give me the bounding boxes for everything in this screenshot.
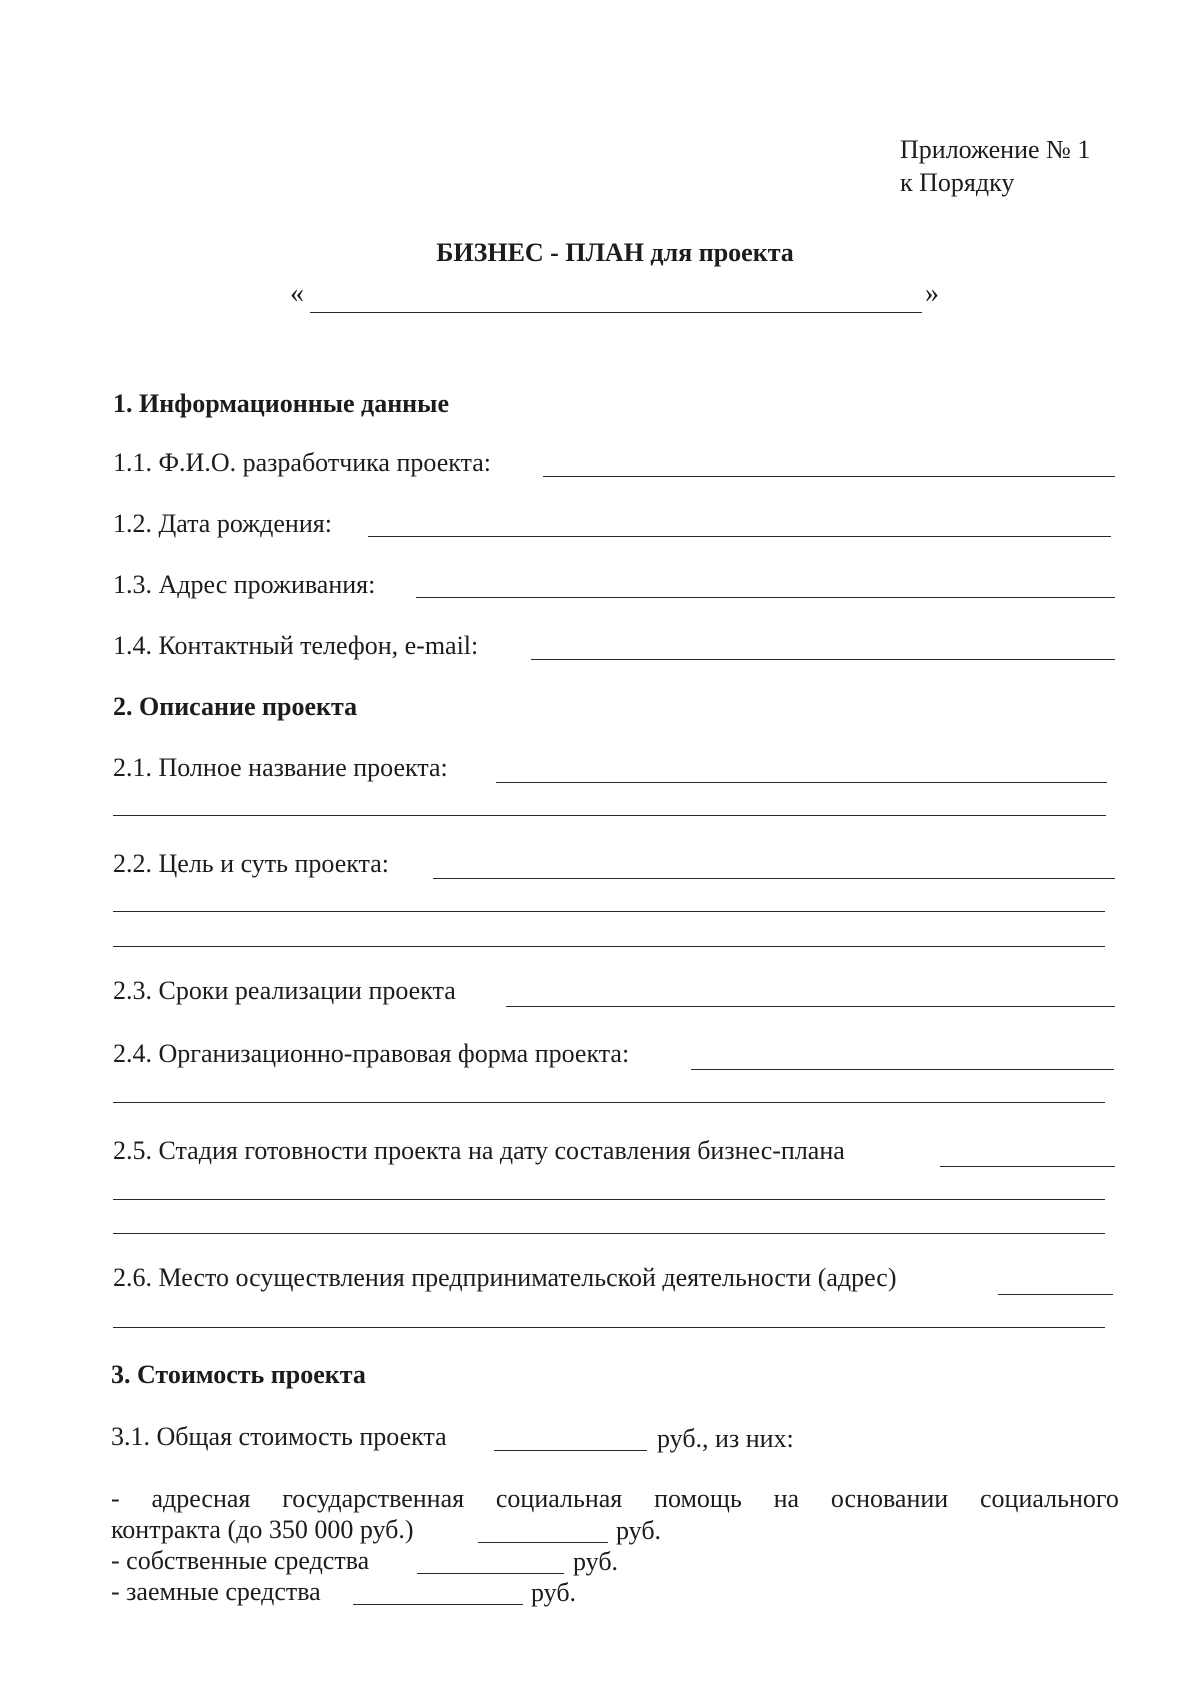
social-word: социального — [980, 1484, 1119, 1513]
field-label-business-address: 2.6. Место осуществления предпринимательской деятельности (адрес) — [113, 1263, 897, 1292]
appendix-line-2: к Порядку — [900, 168, 1015, 197]
social-word: - — [111, 1484, 120, 1513]
field-label-legal-form: 2.4. Организационно-правовая форма проекта: — [113, 1039, 630, 1068]
field-timeline-line[interactable] — [506, 1006, 1115, 1007]
field-legal-form-line-2[interactable] — [113, 1102, 1105, 1103]
social-word: социальная — [495, 1484, 623, 1513]
social-word: государственная — [282, 1484, 465, 1513]
cost-total-line[interactable] — [494, 1450, 647, 1451]
section-2-heading: 2. Описание проекта — [113, 692, 358, 721]
social-aid-line-2: контракта (до 350 000 руб.) — [111, 1515, 414, 1544]
social-word: основании — [830, 1484, 949, 1513]
field-full-project-name-line-2[interactable] — [113, 815, 1106, 816]
social-word: адресная — [151, 1484, 251, 1513]
field-label-address: 1.3. Адрес проживания: — [113, 570, 376, 599]
field-goal-line-2[interactable] — [113, 911, 1105, 912]
field-readiness-stage-line-1[interactable] — [940, 1166, 1115, 1167]
section-3-heading: 3. Стоимость проекта — [111, 1360, 366, 1389]
document-title: БИЗНЕС - ПЛАН для проекта — [436, 238, 794, 267]
social-aid-currency: руб. — [616, 1516, 662, 1545]
field-readiness-stage-line-2[interactable] — [113, 1199, 1105, 1200]
appendix-line-1: Приложение № 1 — [900, 135, 1091, 164]
loan-funds-amount-line[interactable] — [353, 1604, 523, 1605]
section-1-heading: 1. Информационные данные — [113, 389, 450, 418]
field-developer-name-line[interactable] — [543, 476, 1115, 477]
social-word: помощь — [654, 1484, 742, 1513]
field-label-developer-name: 1.1. Ф.И.О. разработчика проекта: — [113, 448, 491, 477]
own-funds-currency: руб. — [573, 1547, 619, 1576]
field-birth-date-line[interactable] — [368, 536, 1111, 537]
social-aid-line-1 — [111, 1483, 1119, 1515]
project-name-quote-open: « — [290, 278, 304, 309]
field-legal-form-line-1[interactable] — [691, 1069, 1114, 1070]
field-readiness-stage-line-3[interactable] — [113, 1233, 1105, 1234]
field-label-birth-date: 1.2. Дата рождения: — [113, 509, 332, 538]
field-goal-line-3[interactable] — [113, 946, 1105, 947]
loan-funds-label: - заемные средства — [111, 1577, 321, 1606]
cost-total-label: 3.1. Общая стоимость проекта — [111, 1422, 447, 1451]
own-funds-amount-line[interactable] — [417, 1573, 564, 1574]
field-label-timeline: 2.3. Сроки реализации проекта — [113, 976, 456, 1005]
field-address-line[interactable] — [416, 597, 1115, 598]
field-label-readiness-stage: 2.5. Стадия готовности проекта на дату составления бизнес-плана — [113, 1136, 845, 1165]
social-word: на — [773, 1484, 800, 1513]
field-full-project-name-line-1[interactable] — [496, 782, 1107, 783]
field-business-address-line-1[interactable] — [998, 1294, 1113, 1295]
loan-funds-currency: руб. — [531, 1578, 577, 1607]
field-contacts-line[interactable] — [531, 659, 1115, 660]
field-label-goal: 2.2. Цель и суть проекта: — [113, 849, 389, 878]
field-label-contacts: 1.4. Контактный телефон, e-mail: — [113, 631, 479, 660]
field-goal-line-1[interactable] — [433, 878, 1115, 879]
own-funds-label: - собственные средства — [111, 1546, 370, 1575]
field-business-address-line-2[interactable] — [113, 1327, 1105, 1328]
social-aid-amount-line[interactable] — [478, 1542, 608, 1543]
field-label-full-project-name: 2.1. Полное название проекта: — [113, 753, 448, 782]
project-name-line[interactable] — [310, 312, 922, 313]
project-name-quote-close: » — [925, 278, 939, 309]
appendix-note — [900, 133, 1090, 199]
cost-total-suffix: руб., из них: — [657, 1424, 794, 1453]
